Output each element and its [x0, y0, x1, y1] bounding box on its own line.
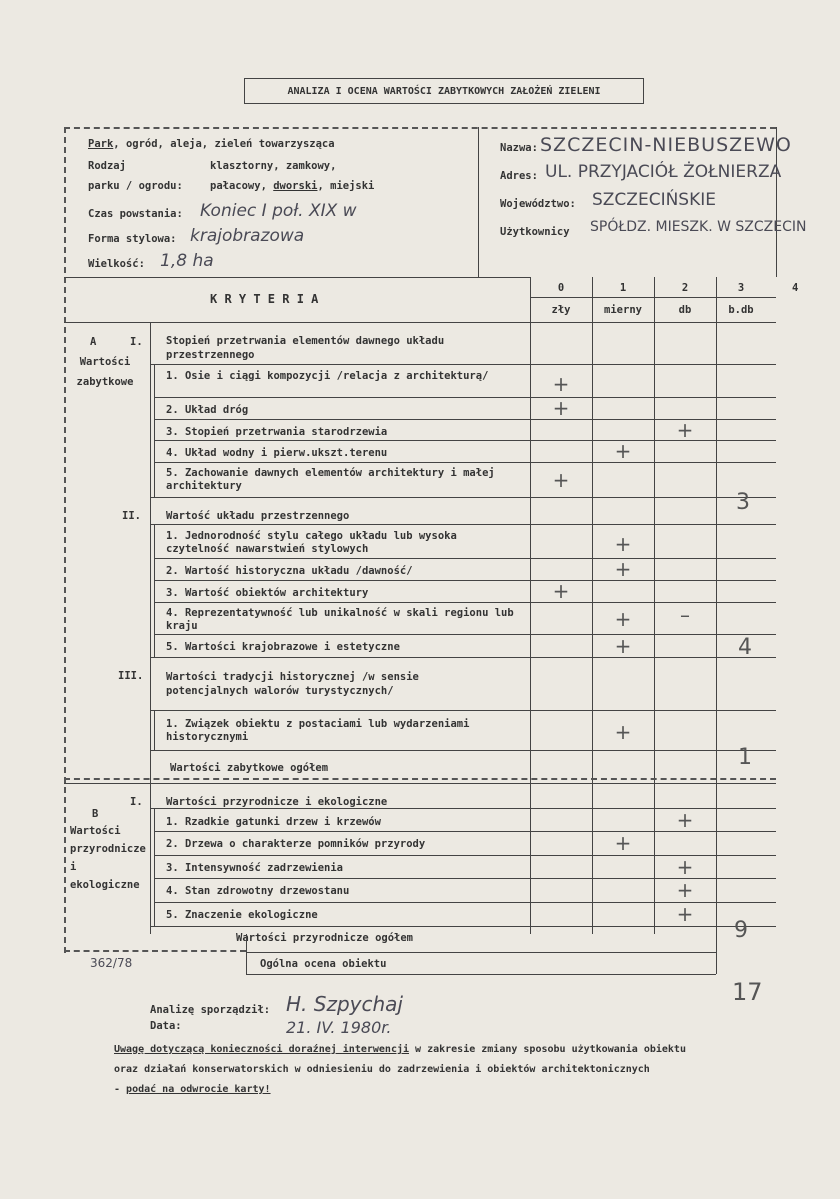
g1-item-5: 5. Zachowanie dawnych elementów architektury i małej architektury	[166, 467, 495, 492]
b-total-label: Wartości przyrodnicze ogółem	[236, 932, 414, 944]
section-a-name: Wartości zabytkowe	[76, 356, 134, 388]
b-item-2: 2. Drzewa o charakterze pomników przyrody	[166, 838, 426, 850]
overall-left	[246, 934, 247, 974]
adres-value: UL. PRZYJACIÓŁ ŻOŁNIERZA	[545, 162, 782, 182]
score-label-0: zły	[551, 304, 571, 316]
info-type-line	[88, 138, 335, 150]
score-num-0: 0	[557, 282, 565, 294]
nazwa-label: Nazwa:	[500, 142, 538, 154]
g1-row-4-line	[154, 462, 776, 463]
forma-value: krajobrazowa	[190, 226, 305, 246]
score-num-3: 3	[737, 282, 745, 294]
b-num: I.	[130, 796, 143, 808]
ref-number: 362/78	[90, 956, 133, 970]
g2-item-3: 3. Wartość obiektów architektury	[166, 587, 369, 599]
parku-label: parku / ogrodu:	[88, 180, 183, 192]
note-line-1: Uwagę dotyczącą konieczności doraźnej interwencji w zakresie zmiany sposobu użytkowania obiektu	[114, 1044, 686, 1055]
g1-mark-3: +	[676, 417, 694, 442]
g1-item-1: 1. Osie i ciągi kompozycji /relacja z architekturą/	[166, 370, 489, 382]
b-inner-left	[154, 808, 155, 926]
forma-label: Forma stylowa:	[88, 233, 177, 245]
criteria-title: K R Y T E R I A	[210, 292, 319, 306]
g1-row-1-line	[154, 397, 776, 398]
g1-top	[150, 364, 776, 365]
g2-mark-3: +	[552, 579, 570, 603]
b-mark-1: +	[676, 807, 694, 832]
section-b-letter: B	[92, 808, 99, 820]
a-total-line	[64, 778, 776, 780]
woj-label: Województwo:	[500, 198, 576, 210]
data-label: Data:	[150, 1020, 182, 1032]
b-mark-2: +	[614, 831, 632, 855]
g2-row-4-line	[154, 634, 776, 635]
overall-label: Ogólna ocena obiektu	[260, 958, 387, 970]
score-label-3: b.db	[728, 304, 754, 316]
frame-top	[64, 127, 776, 129]
g2-mark-4b: –	[680, 603, 690, 627]
b-item-5: 5. Znaczenie ekologiczne	[166, 909, 318, 921]
b-mark-5: +	[676, 902, 694, 926]
note-line-3: - podać na odwrocie karty!	[114, 1084, 271, 1095]
g2-mark-4: +	[614, 607, 632, 631]
g2-item-5: 5. Wartości krajobrazowe i estetyczne	[166, 641, 400, 653]
section-b-name: Wartości przyrodnicze i ekologiczne	[70, 825, 146, 891]
g2-num: II.	[122, 510, 141, 522]
b-item-3: 3. Intensywność zadrzewienia	[166, 862, 344, 874]
b-mark-4: +	[676, 878, 694, 902]
b-total-score: 9	[734, 918, 748, 943]
overall-right	[716, 934, 717, 974]
g1-item-4: 4. Układ wodny i pierw.ukszt.terenu	[166, 447, 388, 459]
g1-row-5-line	[150, 497, 776, 498]
g2-top	[150, 524, 776, 525]
g2-title: Wartość układu przestrzennego	[166, 510, 350, 522]
info-divider	[478, 127, 479, 277]
g2-mark-1: +	[614, 532, 632, 556]
g1-item-3: 3. Stopień przetrwania starodrzewia	[166, 426, 388, 438]
g1-mark-1: +	[552, 371, 570, 396]
b-mark-3: +	[676, 854, 694, 879]
czas-label: Czas powstania:	[88, 208, 183, 220]
g1-mark-2: +	[552, 396, 570, 420]
bottom-dash	[64, 950, 246, 952]
dworski-underlined: dworski	[273, 180, 318, 192]
g2-score: 4	[738, 635, 752, 660]
uzyt-value: SPÓŁDZ. MIESZK. W SZCZECIN	[590, 219, 807, 235]
overall-mid	[246, 952, 716, 953]
score-label-2: db	[678, 304, 692, 316]
g2-row-5-line	[150, 657, 776, 658]
overall-bottom	[246, 974, 716, 975]
g2-row-1-line	[154, 558, 776, 559]
page-title: ANALIZA I OCENA WARTOŚCI ZABYTKOWYCH ZAŁOŻEŃ ZIELENI	[287, 85, 601, 97]
g2-item-4: 4. Reprezentatywność lub unikalność w skali regionu lub kraju	[166, 607, 514, 632]
note-line-2: oraz działań konserwatorskich w odniesieniu do zadrzewienia i obiektów architektonicznych	[114, 1064, 650, 1075]
g2-row-2-line	[154, 580, 776, 581]
g3-score: 1	[738, 745, 752, 770]
rodzaj-label: Rodzaj	[88, 160, 126, 172]
g1-score: 3	[736, 490, 750, 515]
g3-num: III.	[118, 670, 144, 682]
uzyt-label: Użytkownicy	[500, 226, 570, 238]
park-label: Park	[88, 138, 114, 150]
woj-value: SZCZECIŃSKIE	[592, 190, 716, 210]
section-a-num: I.	[130, 336, 143, 348]
g1-mark-5: +	[552, 468, 570, 492]
g2-item-1: 1. Jednorodność stylu całego układu lub wysoka czytelność nawarstwień stylowych	[166, 530, 457, 555]
wielkosc-value: 1,8 ha	[160, 251, 214, 271]
g2-item-2: 2. Wartość historyczna układu /dawność/	[166, 565, 413, 577]
g3-row-1-line	[150, 750, 776, 751]
title-box	[244, 78, 644, 104]
b-top	[64, 783, 776, 784]
b-item-1: 1. Rzadkie gatunki drzew i krzewów	[166, 816, 381, 828]
score-mid	[530, 297, 776, 298]
g1-mark-4: +	[614, 439, 632, 463]
criteria-bottom	[64, 322, 776, 323]
analiza-label: Analizę sporządził:	[150, 1004, 271, 1016]
frame-left	[64, 127, 66, 953]
b-title: Wartości przyrodnicze i ekologiczne	[166, 796, 388, 808]
score-col-3	[716, 277, 717, 934]
rodzaj-values: klasztorny, zamkowy,	[210, 160, 337, 172]
g1-title: Stopień przetrwania elementów dawnego układu przestrzennego	[166, 335, 445, 361]
g2-inner-left	[154, 524, 155, 658]
type-options: , ogród, aleja, zieleń towarzysząca	[113, 138, 335, 150]
info-bottom	[64, 277, 530, 278]
overall-score: 17	[732, 978, 763, 1006]
score-num-4: 4	[792, 282, 799, 294]
g1-item-2: 2. Układ dróg	[166, 404, 249, 416]
score-num-2: 2	[681, 282, 689, 294]
g2-mark-5: +	[614, 633, 632, 658]
nazwa-value: SZCZECIN-NIEBUSZEWO	[540, 134, 792, 156]
g2-mark-2: +	[614, 557, 632, 581]
data-value: 21. IV. 1980r.	[286, 1018, 392, 1037]
czas-value: Koniec I poł. XIX w	[200, 201, 357, 221]
g1-inner-left	[154, 364, 155, 498]
score-label-1: mierny	[604, 304, 642, 316]
g3-item-1: 1. Związek obiektu z postaciami lub wydarzeniami historycznymi	[166, 718, 470, 743]
analiza-value: H. Szpychaj	[286, 992, 403, 1016]
section-a-letter: A	[90, 336, 97, 348]
a-total-label: Wartości zabytkowe ogółem	[170, 762, 329, 774]
section-col-divider	[150, 322, 151, 934]
adres-label: Adres:	[500, 170, 538, 182]
score-num-1: 1	[619, 282, 627, 294]
b-row-5-line	[150, 926, 776, 927]
g3-inner-left	[154, 710, 155, 750]
g3-title: Wartości tradycji historycznej /w sensie potencjalnych walorów turystycznych/	[166, 671, 419, 697]
wielkosc-label: Wielkość:	[88, 258, 145, 270]
b-item-4: 4. Stan zdrowotny drzewostanu	[166, 885, 350, 897]
g3-top	[150, 710, 776, 711]
parku-values: pałacowy, dworski, miejski	[210, 180, 375, 192]
g3-mark-1: +	[614, 720, 632, 744]
